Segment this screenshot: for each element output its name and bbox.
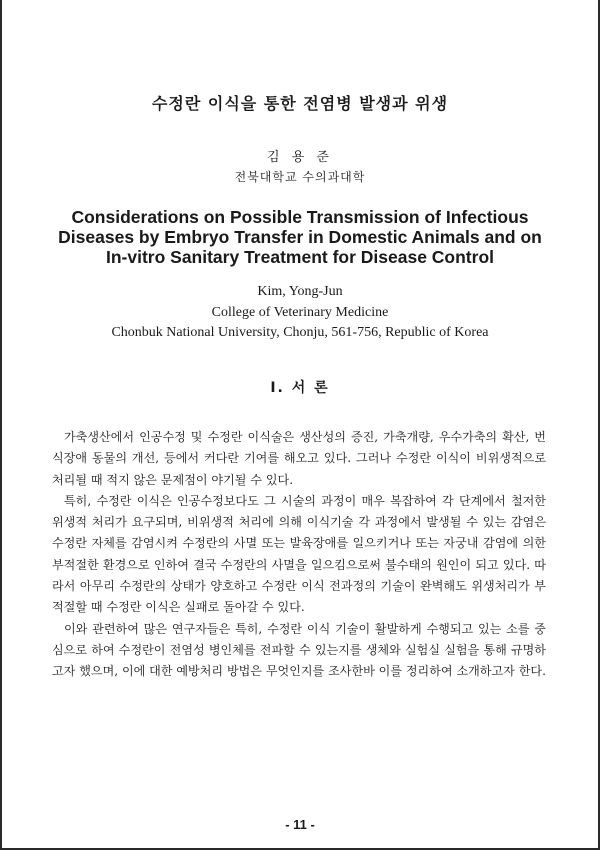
paragraph-1: 가축생산에서 인공수정 및 수정란 이식술은 생산성의 증진, 가축개량, 우수가축의 확산, 번식장애 동물의 개선, 등에서 커다란 기여를 해오고 있다. 그러나 수정란 이식이 비위생적으로 처리될 때 적지 않은 문제점이 야기될 수 있다. [52,430,546,487]
paragraph-2: 특히, 수정란 이식은 인공수정보다도 그 시술의 과정이 매우 복잡하여 각 단계에서 철저한 위생적 처리가 요구되며, 비위생적 처리에 의해 이식기술 각 과정에서 발생될 수 있는 감염은 수정란 자체를 감염시켜 수정란의 사멸 또는 발육장애를 일으키거나 또는 자궁내 감염에 의한 부적절한 환경으로 인하여 결국 수정란의 사멸을 일으킴으로써 불수태의 원인이 되고 있다. 따라서 아무리 수정란의 상태가 양호하고 수정란 이식 전과정의 기술이 완벽해도 위생처리가 부적절할 때 수정란 이식은 실패로 돌아갈 수 있다. [52,493,546,615]
body-text [52,427,546,683]
page-number: - 11 - [285,817,315,832]
paragraph-3: 이와 관련하여 많은 연구자들은 특히, 수정란 이식 기술이 활발하게 수행되고 있는 소를 중심으로 하여 수정란이 전염성 병인체를 전파할 수 있는지를 생체와 실험실 실험을 통해 규명하고자 했으며, 이에 대한 예방처리 방법은 무엇인지를 조사한바 이를 정리하여 소개하고자 한다. [52,621,546,679]
english-title [40,207,560,267]
english-affiliation-university: Chonbuk National University, Chonju, 561-756, Republic of Korea [111,325,489,340]
english-title-line-3: In-vitro Sanitary Treatment for Disease Control [105,247,494,267]
korean-title: 수정란 이식을 통한 전염병 발생과 위생 [151,94,449,113]
english-title-line-1: Considerations on Possible Transmission of Infectious [71,207,529,227]
english-author: Kim, Yong-Jun [257,284,343,299]
english-affiliation-college: College of Veterinary Medicine [211,305,389,320]
korean-author: 김 용 준 [267,150,333,165]
korean-affiliation: 전북대학교 수의과대학 [234,170,366,184]
english-title-line-2: Diseases by Embryo Transfer in Domestic Animals and on [58,227,542,247]
section-heading-introduction: I. 서 론 [270,380,330,396]
